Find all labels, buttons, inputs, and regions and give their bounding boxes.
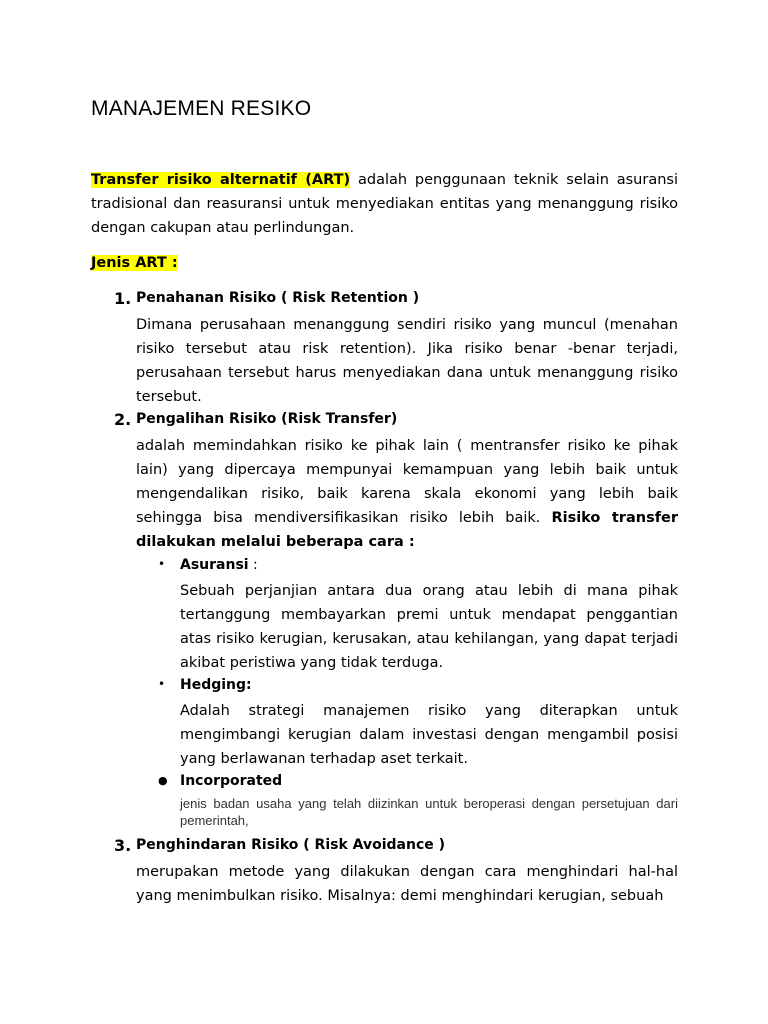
item-body: Dimana perusahaan menanggung sendiri risiko yang muncul (menahan risiko tersebut atau risk retention). Jika risiko benar -benar terjadi, perusahaan tersebut harus menyediakan dana untuk menanggung risiko tersebut.: [136, 317, 678, 405]
document-title: MANAJEMEN RESIKO: [91, 97, 312, 120]
sub-item-body: jenis badan usaha yang telah diizinkan untuk beroperasi dengan persetujuan dari pemerintah,: [180, 796, 678, 828]
jenis-art-label: Jenis ART :: [91, 255, 178, 271]
bullet-icon: •: [158, 677, 166, 691]
sub-item-heading: Incorporated: [180, 773, 283, 789]
sub-item-body: Adalah strategi manajemen risiko yang diterapkan untuk mengimbangi kerugian dalam investasi dengan mengambil posisi yang berlawanan terhadap aset terkait.: [180, 703, 678, 767]
item-body: adalah memindahkan risiko ke pihak lain ( mentransfer risiko ke pihak lain) yang dipercaya mempunyai kemampuan yang lebih baik untuk mengendalikan risiko, baik karena skala ekonomi yang lebih baik sehingga bisa mendiversifikasikan risiko lebih baik. Risiko transfer dilakukan melalui beberapa cara :: [136, 438, 678, 550]
highlighted-term: Transfer risiko alternatif (ART): [91, 172, 351, 188]
item-heading: Penghindaran Risiko ( Risk Avoidance ): [136, 837, 446, 853]
bullet-icon: •: [158, 557, 166, 571]
item-number: 1.: [114, 289, 132, 308]
bullet-icon: ●: [158, 774, 168, 787]
sub-item-heading: Hedging:: [180, 677, 252, 693]
intro-paragraph: [91, 168, 678, 240]
item-body-bold: Risiko transfer dilakukan melalui beberapa cara :: [136, 510, 678, 550]
sub-item-body: Sebuah perjanjian antara dua orang atau lebih di mana pihak tertanggung membayarkan premi untuk mendapat penggantian atas risiko kerugian, kerusakan, atau kehilangan, yang dapat terjadi akibat peristiwa yang tidak terduga.: [180, 583, 678, 671]
item-number: 3.: [114, 836, 132, 855]
item-heading: Penahanan Risiko ( Risk Retention ): [136, 290, 420, 306]
item-body: merupakan metode yang dilakukan dengan cara menghindari hal-hal yang menimbulkan risiko. Misalnya: demi menghindari kerugian, sebuah: [136, 864, 678, 904]
item-number: 2.: [114, 410, 132, 429]
sub-item-heading: Asuransi :: [180, 557, 258, 573]
item-heading: Pengalihan Risiko (Risk Transfer): [136, 411, 398, 427]
intro-text: adalah penggunaan teknik selain asuransi tradisional dan reasuransi untuk menyediakan entitas yang menanggung risiko dengan cakupan atau perlindungan.: [91, 172, 678, 236]
